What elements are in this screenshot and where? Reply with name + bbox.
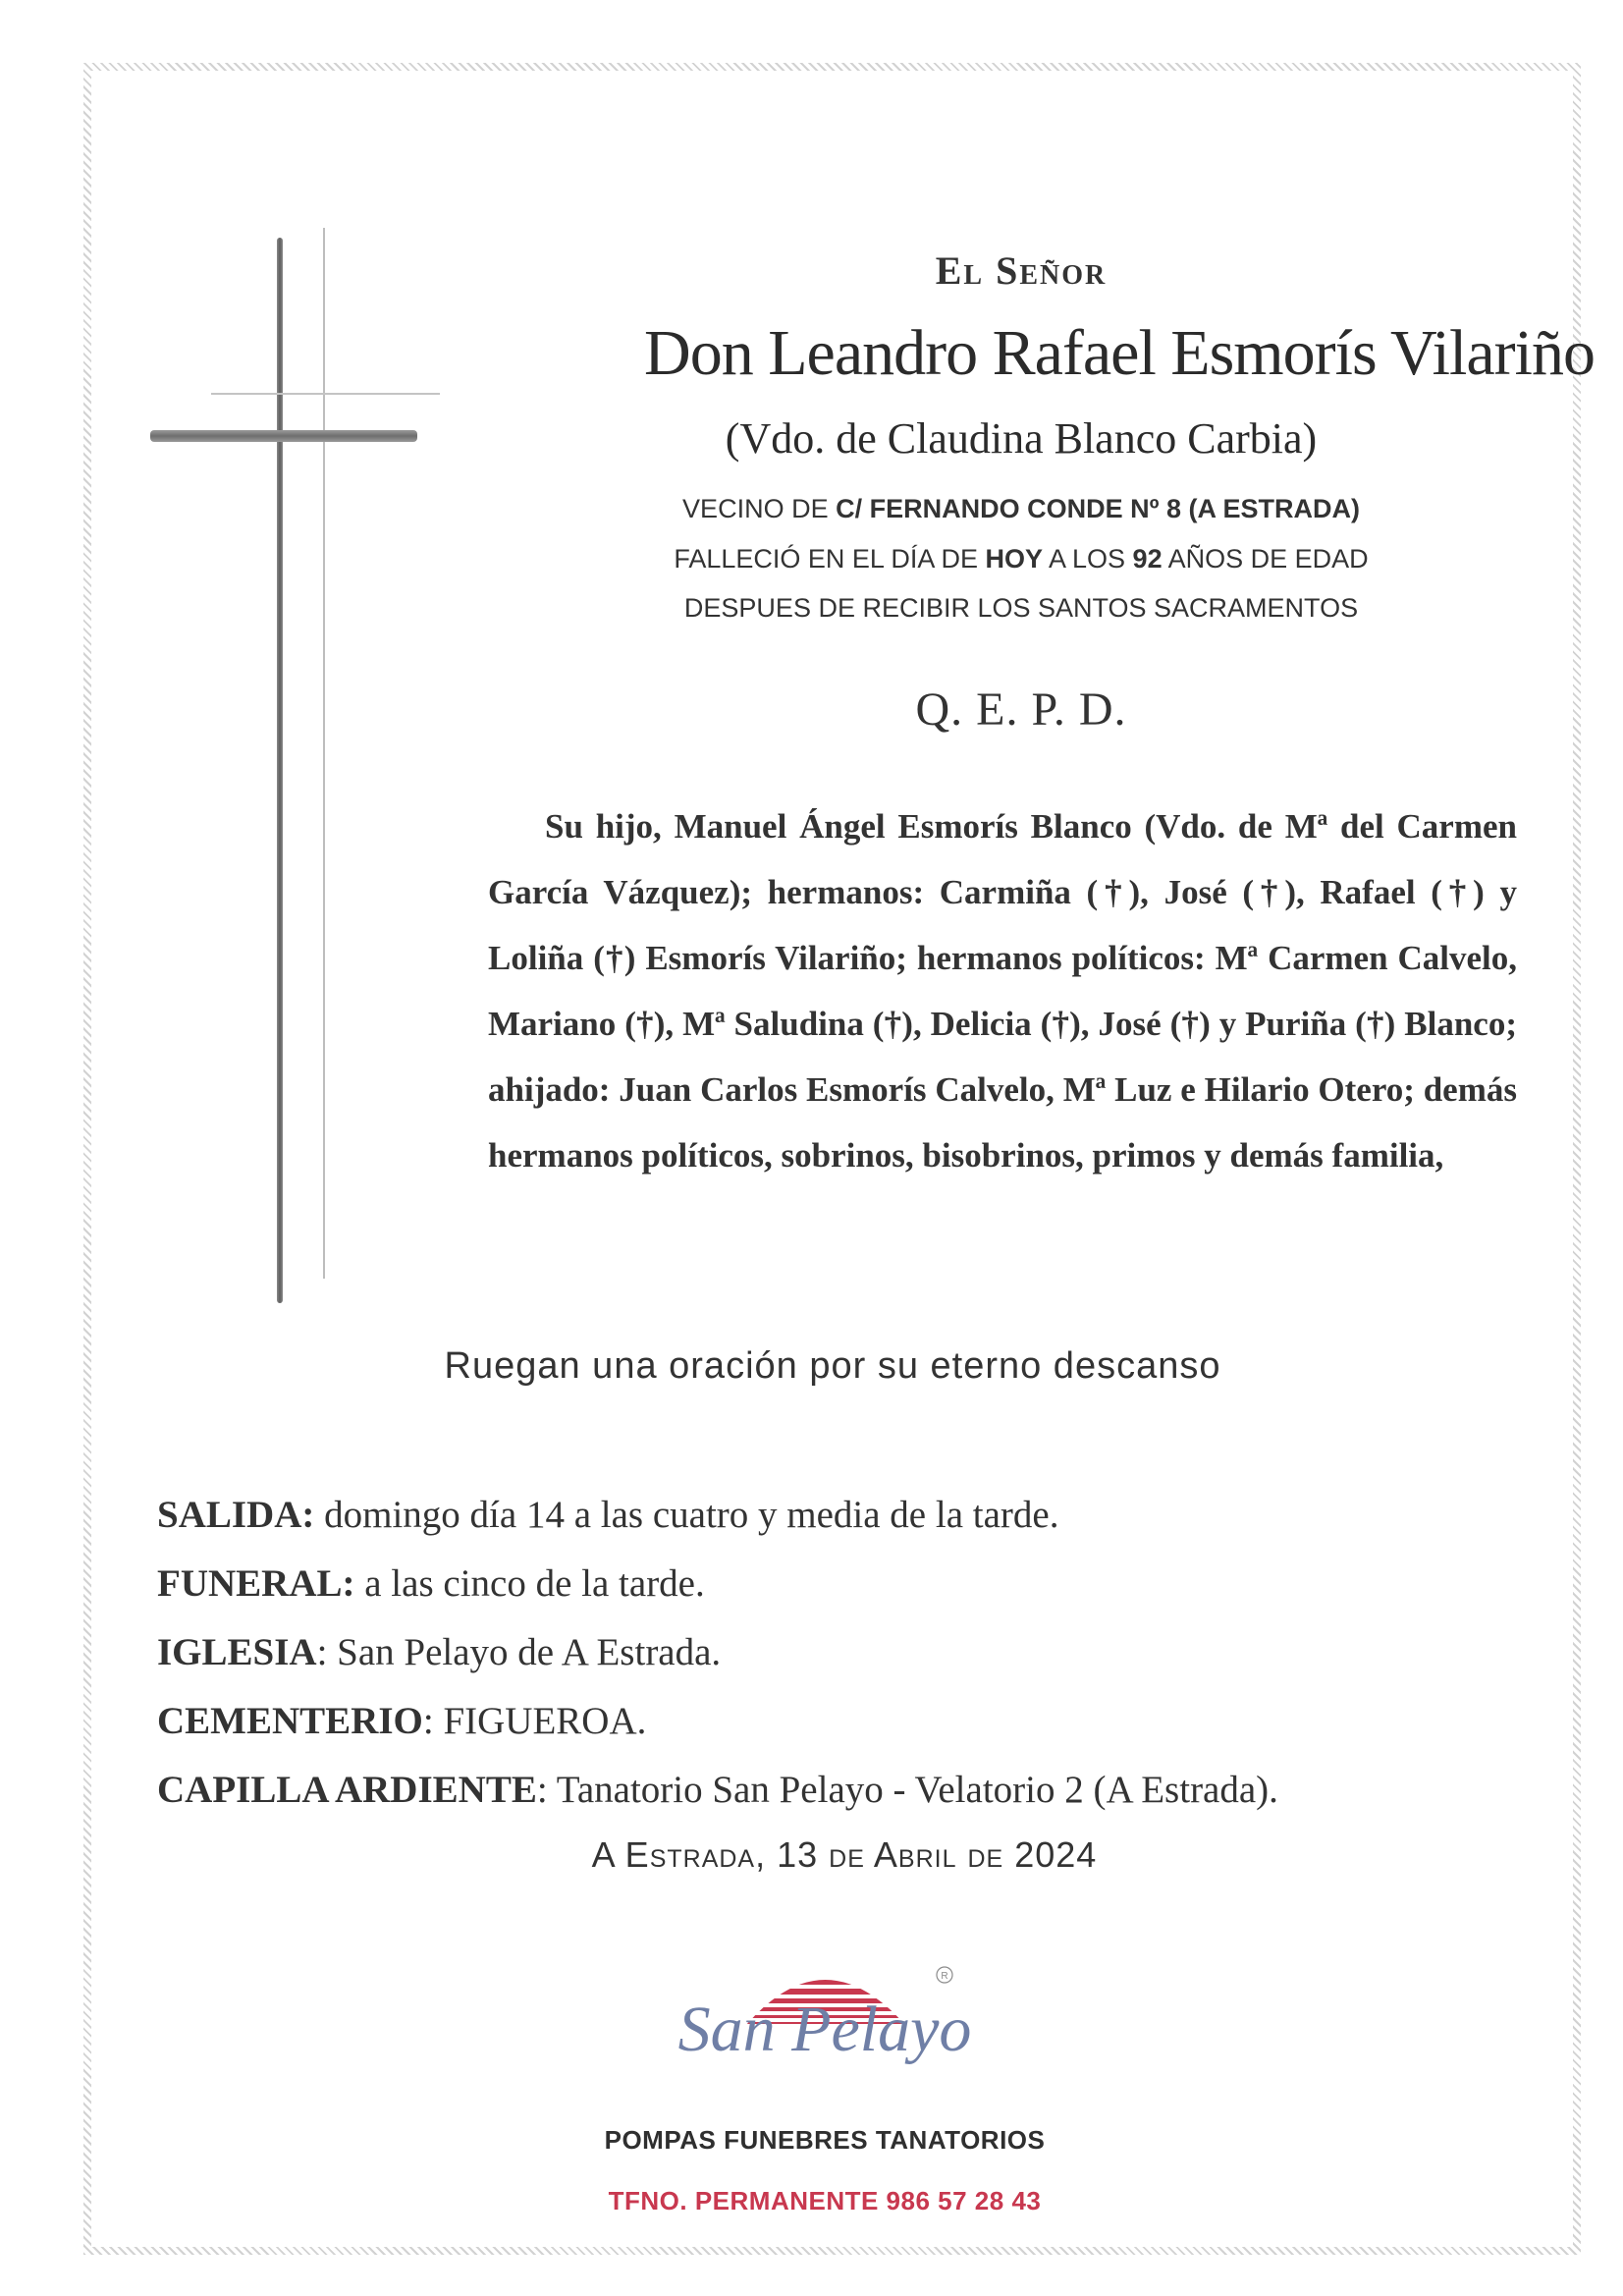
registered-mark: R [941, 1971, 948, 1982]
services-line: POMPAS FUNEBRES TANATORIOS [604, 2125, 1046, 2155]
death-text-c: A LOS [1042, 544, 1133, 574]
death-line [589, 544, 1453, 574]
death-text-e: AÑOS DE EDAD [1162, 544, 1369, 574]
residence-prefix: VECINO DE [682, 494, 837, 523]
detail-row-cementerio [157, 1687, 1551, 1756]
detail-label: CAPILLA ARDIENTE [157, 1769, 537, 1811]
prayer-line: Ruegan una oración por su eterno descanso [444, 1345, 1221, 1387]
detail-row-capilla [157, 1756, 1551, 1825]
detail-row-salida [157, 1481, 1551, 1550]
detail-label: FUNERAL: [157, 1562, 355, 1605]
detail-value: : FIGUEROA. [422, 1700, 647, 1742]
family-paragraph: Su hijo, Manuel Ángel Esmorís Blanco (Vdo. de Mª del Carmen García Vázquez); hermanos: Carmiña (†), José (†), Rafael (†) y Loliña (†) Esmorís Vilariño; hermanos políticos: Mª Carmen Calvelo, Mariano (†), Mª Saludina (†), Delicia (†), José (†) y Puriña (†) Blanco; ahijado: Juan Carlos Esmorís Calvelo, Mª Luz e Hilario Otero; demás hermanos políticos, sobrinos, bisobrinos, primos y demás familia, [488, 807, 1517, 1175]
logo-wordmark: San Pelayo [677, 1994, 972, 2065]
detail-row-iglesia [157, 1618, 1551, 1687]
deceased-name: Don Leandro Rafael Esmorís Vilariño [644, 317, 1595, 389]
death-text-a: FALLECIÓ EN EL DÍA DE [674, 544, 986, 574]
death-age: 92 [1132, 544, 1163, 574]
sacraments-line: DESPUES DE RECIBIR LOS SANTOS SACRAMENTOS [683, 593, 1359, 623]
detail-row-funeral [157, 1550, 1551, 1618]
date-day: 13 [777, 1834, 819, 1875]
detail-value: domingo día 14 a las cuatro y media de la tarde. [314, 1494, 1059, 1536]
widow-of: (Vdo. de Claudina Blanco Carbia) [725, 414, 1318, 463]
place-date [501, 1834, 1188, 1876]
detail-value: a las cinco de la tarde. [354, 1562, 705, 1605]
date-year: 2024 [1014, 1834, 1098, 1875]
san-pelayo-logo-icon [677, 1941, 972, 2083]
death-day: HOY [985, 544, 1043, 574]
cross-shadow-vertical [323, 228, 325, 1279]
date-month: de Abril de [818, 1834, 1015, 1875]
residence-line [628, 494, 1414, 524]
cross-arm [150, 430, 417, 442]
detail-value: : San Pelayo de A Estrada. [316, 1631, 722, 1673]
detail-label: SALIDA: [157, 1494, 315, 1536]
detail-label: CEMENTERIO [157, 1700, 423, 1742]
title-prefix: El Señor [935, 248, 1108, 293]
phone-line: TFNO. PERMANENTE 986 57 28 43 [608, 2186, 1042, 2215]
qepd: Q. E. P. D. [915, 683, 1127, 736]
residence-address: C/ FERNANDO CONDE Nº 8 (A ESTRADA) [836, 494, 1360, 523]
cross-shadow-horizontal [211, 393, 440, 395]
detail-value: : Tanatorio San Pelayo - Velatorio 2 (A Estrada). [536, 1769, 1278, 1811]
ceremony-details [157, 1481, 1551, 1825]
cross-icon [277, 238, 283, 1303]
date-place: A Estrada, [591, 1834, 778, 1875]
detail-label: IGLESIA [157, 1631, 317, 1673]
